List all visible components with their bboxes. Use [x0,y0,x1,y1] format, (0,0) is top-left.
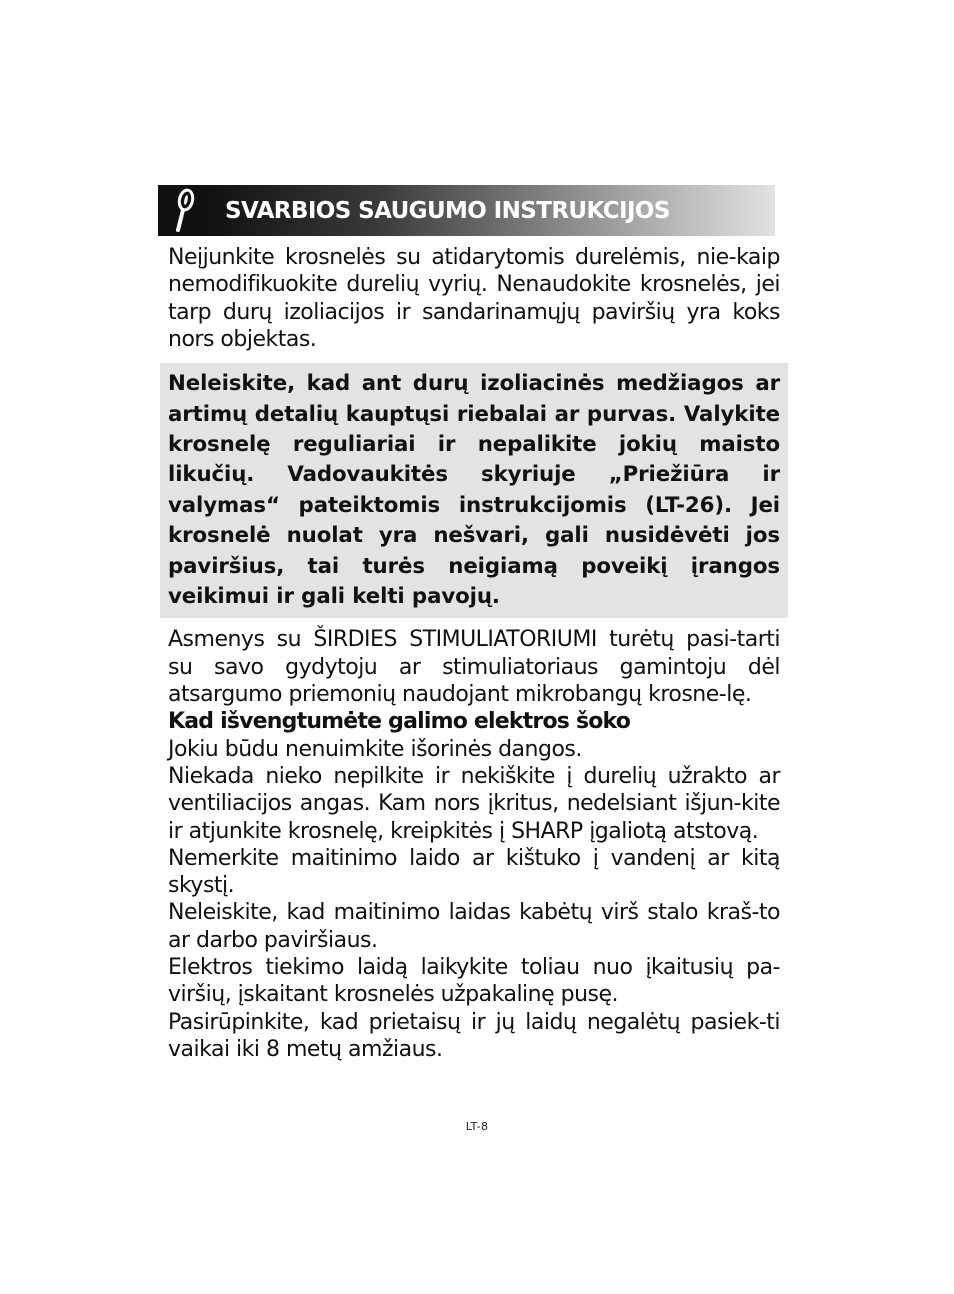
page-number: LT-8 [465,1120,489,1133]
paragraph-children: Pasirūpinkite, kad prietaisų ir jų laidų negalėtų pasiek-ti vaikai iki 8 metų amžiaus. [168,1009,780,1062]
caution-tool-icon [158,185,208,236]
paragraph-outer-cover: Jokiu būdu nenuimkite išorinės dangos. [168,736,582,762]
paragraph-pacemaker: Asmenys su ŠIRDIES STIMULIATORIUMI turėtų pasi-tarti su savo gydytoju ar stimuliatoriaus gamintoju dėl atsargumo priemonių naudojant mikrobangų krosne-lę. [168,627,780,708]
paragraph-cord-heat: Elektros tiekimo laidą laikykite toliau nuo įkaitusių pa-viršių, įskaitant krosnelės užpakalinę pusę. [168,955,780,1008]
paragraph-water: Nemerkite maitinimo laido ar kištuko į vandenį ar kitą skystį. [168,845,780,899]
paragraph-cord-hanging: Neleiskite, kad maitinimo laidas kabėtų virš stalo kraš-to ar darbo paviršiaus. [168,900,780,953]
section-title-bar [208,185,775,236]
paragraph-openings: Niekada nieko nepilkite ir nekiškite į durelių užrakto ar ventiliacijos angas. Kam nors įkritus, nedelsiant išjun-kite ir atjunkite krosnelę, kreipkitės į SHARP įgaliotą atstovą. [168,763,780,844]
section-header [158,185,775,236]
instructions-body [168,244,780,1063]
section-title: SVARBIOS SAUGUMO INSTRUKCIJOS [225,197,670,224]
paragraph-door-warning: Neįjunkite krosnelės su atidarytomis durelėmis, nie-kaip nemodifikuokite durelių vyrių. Nenaudokite krosnelės, jei tarp durų izoliacijos ir sandarinamųjų paviršių yra koks nors objektas. [168,245,780,352]
notice-box-cleaning: Neleiskite, kad ant durų izoliacinės medžiagos ar artimų detalių kauptųsi riebalai ar purvas. Valykite krosnelę reguliariai ir nepalikite jokių maisto likučių. Vadovaukitės skyriuje „Priežiūra ir valymas“ pateiktomis instrukcijomis (LT-26). Jei krosnelė nuolat yra nešvari, gali nusidėvėti jos paviršius, tai turės neigiamą poveikį įrangos veikimui ir gali kelti pavojų. [160,363,788,618]
subheading-electric-shock: Kad išvengtumėte galimo elektros šoko [168,709,631,735]
